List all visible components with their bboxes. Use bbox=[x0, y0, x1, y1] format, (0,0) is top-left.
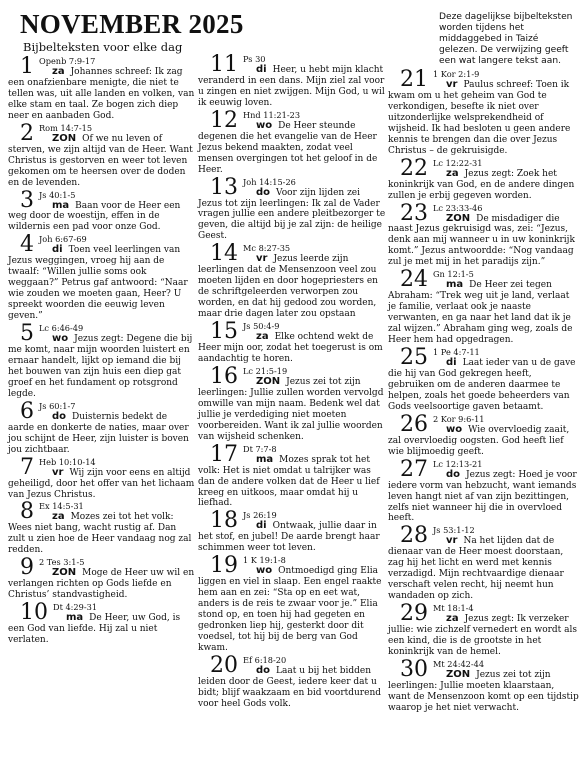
verse-text: Toen veel leerlingen van Jezus weggingen, vroeg hij aan de twaalf: “Willen jullie soms ook weggaan?” Petrus gaf antwoord: “Naar wie zouden we moeten gaan, Heer? U spreekt woorden die eeuwig leven geven.” bbox=[8, 245, 188, 322]
scripture-reference: Dt 4:29-31 bbox=[53, 602, 98, 613]
day-number: 4 bbox=[20, 232, 34, 258]
verse-text: Mozes zei tot het volk: Wees niet bang, wacht rustig af. Dan zult u zien hoe de Heer vandaag nog zal redden. bbox=[8, 512, 192, 556]
scripture-reference: Lc 12:13-21 bbox=[433, 458, 483, 469]
scripture-reference: Js 60:1-7 bbox=[39, 400, 76, 411]
weekday-label: do bbox=[446, 468, 461, 480]
verse-text: Of we nu leven of sterven, we zijn altijd van de Heer. Want Christus is gestorven en weer tot leven gekomen om te heersen over de doden en de levenden. bbox=[8, 133, 193, 188]
weekday-label: wo bbox=[256, 565, 273, 577]
day-number: 25 bbox=[400, 345, 428, 371]
scripture-reference: Js 50:4-9 bbox=[243, 321, 280, 332]
weekday-label: ZON bbox=[256, 375, 281, 387]
day-number: 14 bbox=[210, 241, 238, 267]
column-days-1-10 bbox=[8, 55, 196, 646]
day-entry bbox=[8, 55, 196, 122]
day-entry bbox=[388, 157, 579, 202]
day-entry bbox=[8, 189, 196, 234]
scripture-reference: 1 Pe 4:7-11 bbox=[433, 347, 480, 358]
weekday-label: di bbox=[446, 357, 457, 369]
weekday-label: vr bbox=[446, 79, 458, 90]
day-entry bbox=[198, 554, 386, 654]
verse-text: Jezus zei tot zijn leerlingen: Jullie moeten klaarstaan, want de Mensenzoon komt op een tijdstip waarop je het niet verwacht. bbox=[388, 669, 579, 713]
verse-text: Jezus zegt: Hoed je voor iedere vorm van hebzucht, want iemands leven hangt niet af van zijn bezittingen, zelfs niet wanneer hij die in overvloed heeft. bbox=[388, 469, 577, 524]
verse-text: Ontwaak, jullie daar in het stof, en jubel! De aarde brengt haar schimmen weer tot leven. bbox=[198, 521, 380, 554]
weekday-label: vr bbox=[256, 253, 268, 265]
scripture-reference: Mt 18:1-4 bbox=[433, 603, 474, 614]
weekday-label: vr bbox=[52, 466, 64, 478]
day-entry bbox=[388, 602, 579, 658]
day-number: 29 bbox=[400, 601, 428, 627]
day-number: 19 bbox=[210, 553, 238, 579]
scripture-reference: 2 Tes 3:1-5 bbox=[39, 557, 85, 568]
day-number: 17 bbox=[210, 441, 238, 467]
weekday-label: ma bbox=[52, 199, 70, 211]
page-subtitle: Bijbelteksten voor elke dag bbox=[23, 40, 183, 54]
scripture-reference: Js 26:19 bbox=[243, 510, 277, 521]
day-entry bbox=[198, 443, 386, 510]
day-entry bbox=[8, 322, 196, 400]
day-number: 7 bbox=[20, 454, 34, 480]
day-number: 18 bbox=[210, 508, 238, 534]
day-entry bbox=[388, 346, 579, 413]
verse-text: De Heer zei tegen Abraham: “Trek weg uit je land, verlaat je familie, verlaat ook je naaste verwanten, en ga naar het land dat ik je zal wijzen.” Abraham ging weg, zoals de Heer hem had opgedragen. bbox=[388, 280, 573, 346]
day-entry bbox=[8, 456, 196, 501]
column-days-11-20 bbox=[198, 53, 386, 710]
day-entry bbox=[198, 365, 386, 443]
weekday-label: di bbox=[256, 64, 267, 75]
day-entry bbox=[198, 242, 386, 320]
weekday-label: vr bbox=[446, 535, 458, 547]
day-number: 22 bbox=[400, 155, 428, 181]
day-entry bbox=[8, 500, 196, 556]
verse-text: De misdadiger die naast Jezus gekruisigd was, zei: “Jezus, denk aan mij wanneer u in uw koninkrijk komt.” Jezus antwoordde: “Nog vandaag zul je met mij in het paradijs zijn.” bbox=[388, 213, 575, 268]
verse-text: Baan voor de Heer een weg door de woestijn, effen in de wildernis een pad voor onze God. bbox=[8, 200, 181, 233]
column-days-21-30 bbox=[388, 68, 579, 714]
weekday-label: do bbox=[256, 186, 271, 198]
day-number: 28 bbox=[400, 523, 428, 549]
day-number: 24 bbox=[400, 267, 428, 293]
day-number: 15 bbox=[210, 319, 238, 345]
verse-text: Moge de Heer uw wil en verlangen richten op Gods liefde en Christus’ standvastigheid. bbox=[8, 568, 195, 601]
verse-text: De Heer, uw God, is een God van liefde. Hij zal u niet verlaten. bbox=[8, 613, 181, 646]
scripture-reference: Lc 23:33-46 bbox=[433, 202, 483, 213]
day-number: 11 bbox=[210, 52, 238, 77]
verse-text: Voor zijn lijden zei Jezus tot zijn leerlingen: Ik zal de Vader vragen jullie een andere pleitbezorger te geven, die altijd bij je zal zijn: de heilige Geest. bbox=[198, 187, 386, 242]
scripture-reference: Hnd 11:21-23 bbox=[243, 109, 301, 120]
day-entry bbox=[8, 556, 196, 601]
scripture-reference: 1 K 19:1-8 bbox=[243, 555, 286, 566]
verse-text: Laat ieder van u de gave die hij van God gekregen heeft, gebruiken om de anderen daarmee te helpen, zoals het goede beheerders van Gods veelsoortige gaven betaamt. bbox=[388, 358, 576, 412]
day-number: 9 bbox=[20, 555, 34, 581]
day-number: 2 bbox=[20, 120, 34, 146]
day-number: 10 bbox=[20, 600, 48, 626]
verse-text: Jezus zegt: Zoek het koninkrijk van God, en de andere dingen zullen je erbij gegeven worden. bbox=[388, 168, 575, 201]
day-number: 27 bbox=[400, 456, 428, 482]
verse-text: Jezus zegt: Degene die bij me komt, naar mijn woorden luistert en ernaar handelt, lijkt op iemand die bij het bouwen van zijn huis een diep gat groef en het fundament op rotsgrond legde. bbox=[8, 334, 193, 399]
verse-text: Na het lijden dat de dienaar van de Heer moest doorstaan, zag hij het licht en werd met kennis verzadigd. Mijn rechtvaardige dienaar verschaft velen recht, hij neemt hun wandaden op zich. bbox=[388, 536, 564, 602]
scripture-reference: Mc 8:27-35 bbox=[243, 243, 291, 254]
day-entry bbox=[8, 601, 196, 646]
day-number: 12 bbox=[210, 107, 238, 133]
weekday-label: do bbox=[52, 410, 67, 422]
day-entry bbox=[198, 53, 386, 109]
scripture-reference: Dt 7:7-8 bbox=[243, 443, 277, 454]
verse-text: Johannes schreef: Ik zag een onafzienbare menigte, die niet te tellen was, uit alle landen en volken, van elke stam en taal. Ze bogen zich diep neer en aanbaden God. bbox=[8, 67, 195, 121]
scripture-reference: Mt 24:42-44 bbox=[433, 658, 485, 669]
scripture-reference: Js 40:1-5 bbox=[39, 189, 76, 200]
weekday-label: wo bbox=[256, 119, 273, 131]
scripture-reference: Rom 14:7-15 bbox=[39, 122, 93, 133]
day-entry bbox=[198, 176, 386, 243]
scripture-reference: Joh 14:15-26 bbox=[243, 176, 296, 187]
scripture-reference: 2 Kor 9:6-11 bbox=[433, 413, 485, 424]
verse-text: Paulus schreef: Toen ik kwam om u het geheim van God te verkondigen, besefte ik niet over uitzonderlijke welsprekendheid of wijsheid. Ik had besloten u geen andere kennis te brengen dan die over Jezus Christus – de gekruisigde. bbox=[388, 80, 571, 156]
day-number: 16 bbox=[210, 363, 238, 389]
weekday-label: za bbox=[52, 511, 65, 523]
weekday-label: wo bbox=[52, 333, 69, 345]
weekday-label: di bbox=[256, 520, 267, 532]
page-title: NOVEMBER 2025 bbox=[20, 9, 244, 39]
scripture-reference: Gn 12:1-5 bbox=[433, 269, 474, 280]
weekday-label: ZON bbox=[446, 668, 471, 680]
scripture-reference: 1 Kor 2:1-9 bbox=[433, 69, 480, 79]
weekday-label: ma bbox=[256, 453, 274, 465]
scripture-reference: Lc 6:46-49 bbox=[39, 323, 84, 334]
scripture-reference: Joh 6:67-69 bbox=[39, 234, 87, 245]
verse-text: Wie overvloedig zaait, zal overvloedig oogsten. God heeft lief wie blijmoedig geeft. bbox=[388, 424, 570, 457]
day-entry bbox=[388, 268, 579, 346]
day-number: 26 bbox=[400, 411, 428, 437]
weekday-label: ZON bbox=[52, 132, 77, 144]
verse-text: Wij zijn voor eens en altijd geheiligd, door het offer van het lichaam van Jezus Christus. bbox=[8, 467, 195, 500]
verse-text: Jezus zegt: Ik verzeker jullie: wie zichzelf vernedert en wordt als een kind, die is de grootste in het koninkrijk van de hemel. bbox=[388, 614, 578, 657]
day-number: 20 bbox=[210, 652, 238, 678]
weekday-label: ma bbox=[446, 279, 464, 291]
day-number: 1 bbox=[20, 54, 34, 79]
scripture-reference: Ef 6:18-20 bbox=[243, 654, 287, 665]
day-entry bbox=[388, 658, 579, 714]
day-number: 5 bbox=[20, 321, 34, 347]
scripture-reference: Ps 30 bbox=[243, 54, 266, 64]
day-number: 23 bbox=[400, 200, 428, 226]
day-entry bbox=[388, 68, 579, 157]
scripture-reference: Js 53:1-12 bbox=[433, 525, 475, 536]
day-number: 21 bbox=[400, 67, 428, 92]
weekday-label: ZON bbox=[52, 567, 77, 579]
weekday-label: wo bbox=[446, 423, 463, 435]
day-number: 6 bbox=[20, 398, 34, 424]
day-number: 13 bbox=[210, 174, 238, 200]
day-entry bbox=[198, 654, 386, 710]
verse-text: Duisternis bedekt de aarde en donkerte de naties, maar over jou schijnt de Heer, zijn luister is boven jou zichtbaar. bbox=[8, 411, 189, 455]
verse-text: Heer, u hebt mijn klacht veranderd in een dans. Mijn ziel zal voor u zingen en niet zwijgen. Mijn God, u wil ik eeuwig loven. bbox=[198, 65, 385, 108]
weekday-label: ZON bbox=[446, 212, 471, 224]
weekday-label: za bbox=[256, 331, 269, 343]
scripture-reference: Lc 21:5-19 bbox=[243, 365, 288, 376]
verse-text: Ontmoedigd ging Elia liggen en viel in slaap. Een engel raakte hem aan en zei: “Sta op en eet wat, anders is de reis te zwaar voor je.” Elia stond op, en toen hij had gegeten en gedronken liep hij, gesterkt door dit voedsel, tot hij bij de berg van God kwam. bbox=[198, 566, 382, 653]
day-entry bbox=[8, 233, 196, 322]
day-entry bbox=[8, 122, 196, 189]
day-number: 3 bbox=[20, 187, 34, 213]
scripture-reference: Openb 7:9-17 bbox=[39, 56, 96, 66]
day-entry bbox=[198, 509, 386, 554]
verse-text: Mozes sprak tot het volk: Het is niet omdat u talrijker was dan de andere volken dat de Heer u lief kreeg en uitkoos, maar omdat hij u liefhad. bbox=[198, 454, 380, 509]
day-entry bbox=[388, 202, 579, 269]
weekday-label: za bbox=[446, 167, 459, 179]
verse-text: De Heer steunde degenen die het evangelie van de Heer Jezus bekend maakten, zodat veel mensen overgingen tot het geloof in de Heer. bbox=[198, 120, 378, 175]
verse-text: Elke ochtend wekt de Heer mijn oor, zodat het toegerust is om aandachtig te horen. bbox=[198, 332, 383, 364]
intro-note: Deze dagelijkse bijbelteksten worden tijdens het middaggebed in Taizé gelezen. De verwijzing geeft een wat langere tekst aan. bbox=[439, 12, 573, 66]
weekday-label: za bbox=[52, 66, 65, 77]
weekday-label: do bbox=[256, 664, 271, 676]
weekday-label: di bbox=[52, 244, 63, 256]
day-entry bbox=[198, 320, 386, 365]
weekday-label: za bbox=[446, 613, 459, 625]
day-entry bbox=[388, 524, 579, 602]
verse-text: Jezus zei tot zijn leerlingen: Jullie zullen worden vervolgd omwille van mijn naam. Bedenk wel dat jullie je verdediging niet moeten voorbereiden. Want ik zal jullie woorden van wijsheid schenken. bbox=[198, 376, 384, 442]
verse-text: Jezus leerde zijn leerlingen dat de Mensenzoon veel zou moeten lijden en door hogepriesters en de schriftgeleerden verworpen zou worden, en dat hij gedood zou worden, maar drie dagen later zou opstaan bbox=[198, 254, 378, 320]
day-number: 30 bbox=[400, 656, 428, 682]
scripture-reference: Lc 12:22-31 bbox=[433, 157, 483, 168]
day-entry bbox=[388, 413, 579, 458]
day-number: 8 bbox=[20, 499, 34, 525]
day-entry bbox=[8, 400, 196, 456]
day-entry bbox=[388, 458, 579, 525]
day-entry bbox=[198, 109, 386, 176]
scripture-reference: Heb 10:10-14 bbox=[39, 456, 96, 467]
weekday-label: ma bbox=[66, 612, 84, 624]
verse-text: Laat u bij het bidden leiden door de Geest, iedere keer dat u bidt; blijf waakzaam en bid voortdurend voor heel Gods volk. bbox=[198, 665, 381, 709]
scripture-reference: Ex 14:5-31 bbox=[39, 501, 84, 512]
